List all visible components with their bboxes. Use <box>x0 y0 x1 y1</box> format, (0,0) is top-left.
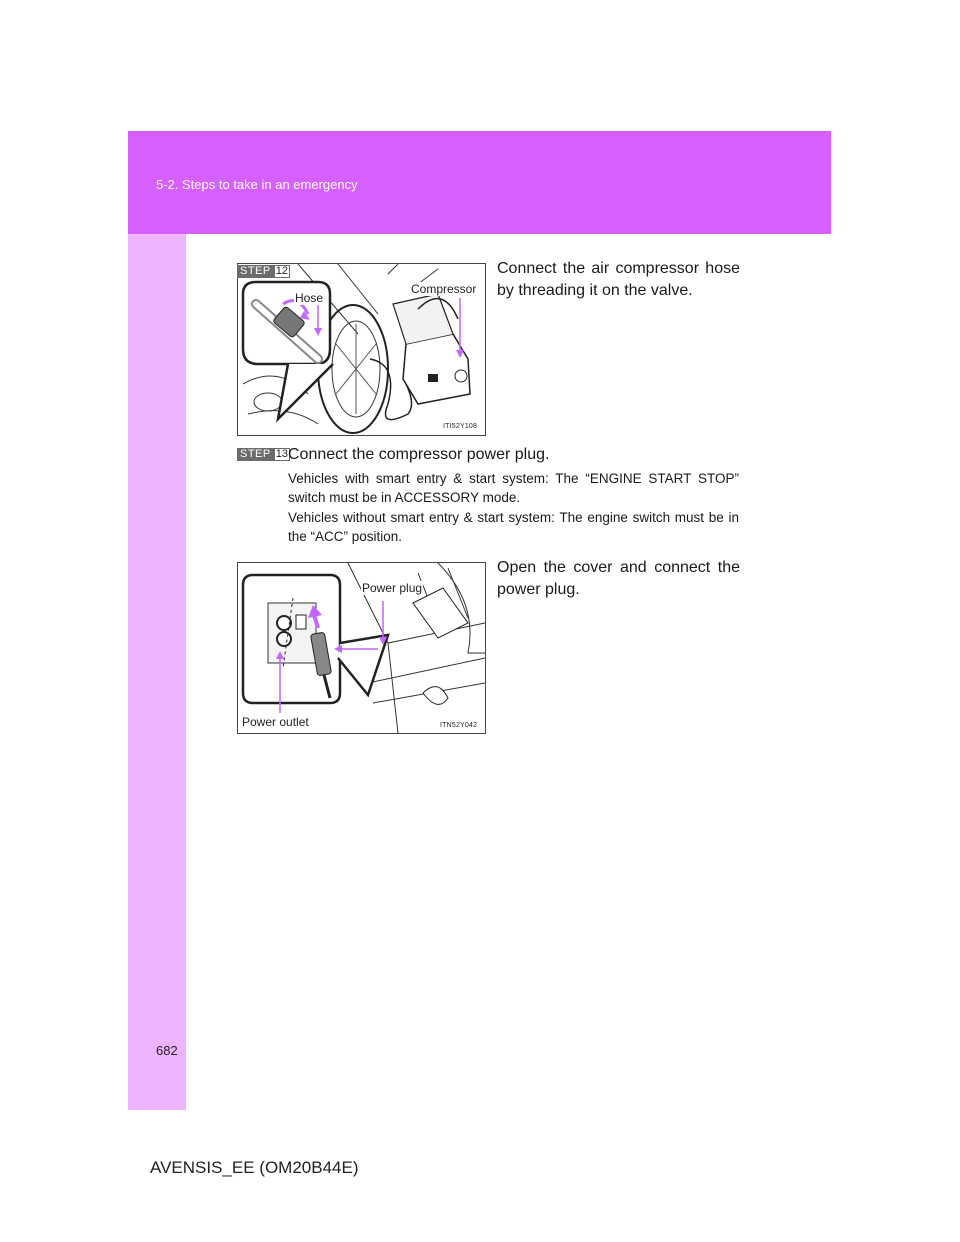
document-code: AVENSIS_EE (OM20B44E) <box>150 1158 359 1177</box>
step-13-badge <box>237 448 290 461</box>
step-number: 12 <box>275 265 288 277</box>
power-outlet-label: Power outlet <box>242 715 309 729</box>
illustration-code: ITN52Y042 <box>440 722 478 729</box>
power-plug-illustration <box>237 562 486 734</box>
note-no-smart-entry: Vehicles without smart entry & start system: The engine switch must be in the “ACC” position. <box>288 510 739 544</box>
note-smart-entry: Vehicles with smart entry & start system: The “ENGINE START STOP” switch must be in ACCESSORY mode. <box>288 471 739 505</box>
compressor-label: Compressor <box>411 282 477 296</box>
step-13-sub-instruction: Open the cover and connect the power plug. <box>497 559 740 598</box>
compressor-hose-illustration <box>237 263 486 436</box>
hose-label: Hose <box>295 291 324 305</box>
step-number: 13 <box>275 448 288 460</box>
illustration-code: ITI52Y108 <box>443 423 478 430</box>
step-12-instruction: Connect the air compressor hose by threading it on the valve. <box>497 260 740 299</box>
step-word: STEP <box>237 265 274 278</box>
step-13-instruction: Connect the compressor power plug. <box>288 446 550 463</box>
step-word: STEP <box>237 448 274 461</box>
side-strip <box>128 234 186 1110</box>
step-12-badge <box>237 265 290 278</box>
power-plug-label: Power plug <box>362 581 423 595</box>
header-band <box>128 131 831 234</box>
page-number: 682 <box>156 1043 178 1058</box>
section-title: 5-2. Steps to take in an emergency <box>156 177 358 192</box>
